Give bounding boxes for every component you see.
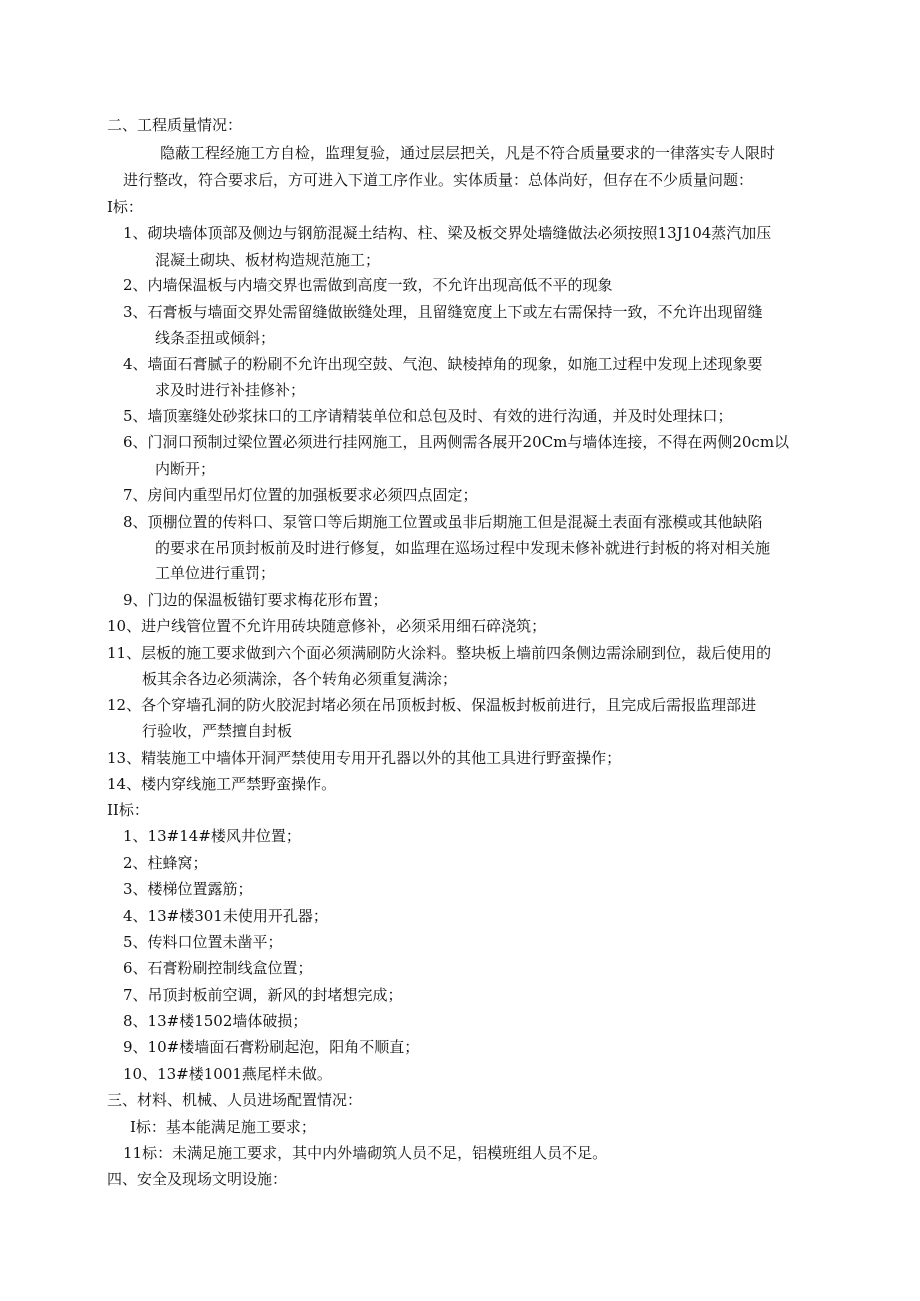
list-item-line: 1、砌块墙体顶部及侧边与钢筋混凝土结构、柱、梁及板交界处墙缝做法必须按照13J104蒸汽加压 <box>123 224 772 242</box>
list-item: 3、楼梯位置露筋； <box>123 880 253 898</box>
list-item: 9、10#楼墙面石膏粉刷起泡，阳角不顺直； <box>123 1038 420 1056</box>
lot-heading-ii: II标： <box>107 801 149 819</box>
list-item-line: 2、内墙保温板与内墙交界也需做到高度一致，不允许出现高低不平的现象 <box>123 276 613 294</box>
list-item-line: 11、层板的施工要求做到六个面必须满刷防火涂料。整块板上墙前四条侧边需涂刷到位，裁后使用的 <box>107 644 772 662</box>
lot-heading-i: I标： <box>107 198 143 216</box>
list-item-line: 行验收，严禁擅自封板 <box>142 722 293 740</box>
list-item-line: 4、墙面石膏腻子的粉刷不允许出现空鼓、气泡、缺棱掉角的现象，如施工过程中发现上述现象要 <box>123 355 763 373</box>
list-item: 4、13#楼301未使用开孔器； <box>123 907 328 925</box>
list-item-line: 14、楼内穿线施工严禁野蛮操作。 <box>107 775 337 793</box>
list-item-line: 求及时进行补挂修补； <box>155 381 306 399</box>
list-item-line: 3、石膏板与墙面交界处需留缝做嵌缝处理，且留缝宽度上下或左右需保持一致，不允许出现留缝 <box>123 303 763 321</box>
list-item-line: 13、精装施工中墙体开洞严禁使用专用开孔器以外的其他工具进行野蛮操作； <box>107 749 622 767</box>
resource-line: I标：基本能满足施工要求； <box>130 1118 316 1136</box>
list-item-line: 板其余各边必须满涂，各个转角必须重复满涂； <box>142 670 458 688</box>
intro-line: 隐蔽工程经施工方自检，监理复验，通过层层把关，凡是不符合质量要求的一律落实专人限时 <box>160 144 776 162</box>
list-item: 8、13#楼1502墙体破损； <box>123 1012 308 1030</box>
section-heading-resources: 三、材料、机械、人员进场配置情况： <box>107 1091 363 1109</box>
list-item: 6、石膏粉刷控制线盒位置； <box>123 959 313 977</box>
list-item: 1、13#14#楼风井位置； <box>123 827 301 845</box>
list-item-line: 工单位进行重罚； <box>155 564 276 582</box>
resource-line: 11标：未满足施工要求，其中内外墙砌筑人员不足，铝模班组人员不足。 <box>123 1144 608 1162</box>
list-item: 5、传料口位置未凿平； <box>123 933 283 951</box>
list-item-line: 12、各个穿墙孔洞的防火胶泥封堵必须在吊顶板封板、保温板封板前进行，且完成后需报监理部进 <box>107 696 757 714</box>
list-item-line: 混凝土砌块、板材构造规范施工； <box>155 251 381 269</box>
list-item-line: 8、顶棚位置的传料口、泵管口等后期施工位置或虽非后期施工但是混凝土表面有涨模或其他缺陷 <box>123 513 763 531</box>
list-item-line: 6、门洞口预制过梁位置必须进行挂网施工，且两侧需各展开20Cm与墙体连接，不得在两侧20cm以 <box>123 433 790 451</box>
section-heading-safety: 四、安全及现场文明设施： <box>107 1170 288 1188</box>
list-item-line: 9、门边的保温板锚钉要求梅花形布置； <box>123 591 388 609</box>
list-item-line: 线条歪扭或倾斜； <box>155 329 276 347</box>
intro-line: 进行整改，符合要求后，方可进入下道工序作业。实体质量：总体尚好，但存在不少质量问题： <box>123 171 754 189</box>
list-item-line: 的要求在吊顶封板前及时进行修复，如监理在巡场过程中发现未修补就进行封板的将对相关施 <box>155 539 771 557</box>
list-item: 10、13#楼1001燕尾样未做。 <box>123 1065 332 1083</box>
list-item: 2、柱蜂窝； <box>123 854 208 872</box>
list-item-line: 7、房间内重型吊灯位置的加强板要求必须四点固定； <box>123 486 478 504</box>
list-item-line: 内断开； <box>155 460 216 478</box>
section-heading-quality: 二、工程质量情况： <box>107 116 243 134</box>
list-item: 7、吊顶封板前空调，新风的封堵想完成； <box>123 986 403 1004</box>
list-item-line: 10、进户线管位置不允许用砖块随意修补，必须采用细石碎浇筑； <box>107 617 547 635</box>
list-item-line: 5、墙顶塞缝处砂浆抹口的工序请精装单位和总包及时、有效的进行沟通，并及时处理抹口； <box>123 407 733 425</box>
